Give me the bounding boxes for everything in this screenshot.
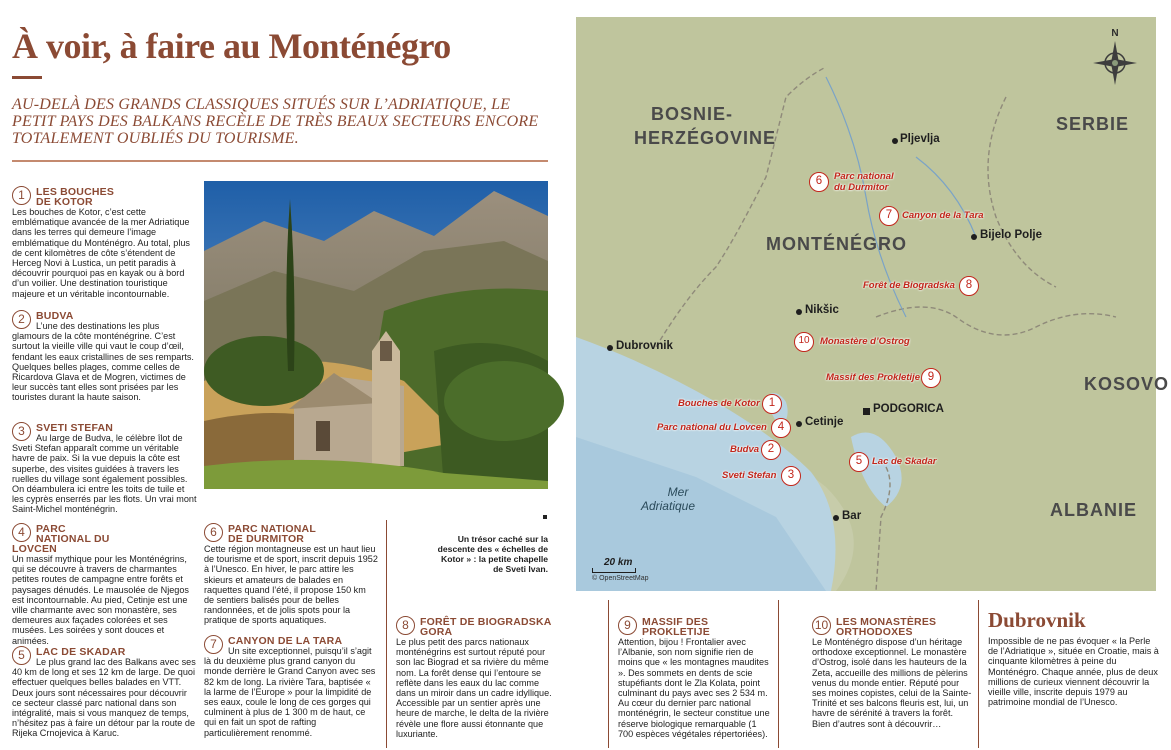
sea-label: Adriatique (640, 499, 696, 513)
map-marker-label: Lac de Skadar (872, 456, 937, 467)
map-marker: 2 (761, 440, 781, 460)
entry-number: 2 (12, 310, 31, 329)
city-dot (892, 138, 898, 144)
map-marker-label: Sveti Stefan (722, 470, 777, 481)
entry-1 (12, 186, 197, 299)
entry-text: L’une des destinations les plus glamours de la côte monténégrine. C’est surtout la vieille ville qui vaut le coup d’œil, fendant les eaux cristallines de ses remparts. Quelques belles plages, comme celles de Ricardova Glava et de Mogren, victimes de leur succès tant elles sont prisées par les touristes durant la haute saison. (12, 321, 194, 403)
montenegro-map (576, 17, 1170, 591)
map-marker-label: Canyon de la Tara (902, 210, 984, 221)
entry-3 (12, 422, 197, 515)
map-marker-label: Massif des Prokletije (826, 372, 920, 383)
map-marker-label: Parc national du Durmitor (834, 171, 894, 193)
city-label: Dubrovnik (616, 340, 673, 352)
entry-5 (12, 646, 197, 739)
entry-10 (812, 616, 972, 729)
entry-heading: LES MONASTÈRES ORTHODOXES (836, 616, 937, 638)
city-dot (607, 345, 613, 351)
dubrovnik-text: Impossible de ne pas évoquer « la Perle de l’Adriatique », située en Croatie, mais à cinquante kilomètres à peine du Monténégro. Chaque année, plus de deux millions de curieux viennent découvrir la vieille ville, inscrite depuis 1979 au patrimoine mondial de l’Unesco. (988, 636, 1159, 708)
city-dot (971, 234, 977, 240)
map-marker: 9 (921, 368, 941, 388)
entry-9 (618, 616, 772, 739)
entry-text: Le Monténégro dispose d’un héritage orthodoxe exceptionnel. Le monastère d’Ostrog, isolé dans les hauteurs de la Zeta, accueille des millions de pèlerins venus du monde entier. Réputé pour ses moines copistes, celui de la Sainte-Trinité et ses balcons fleuris est, lui, un havre de sérénité à travers la forêt. Bien d’autres sont à découvrir… (812, 637, 972, 729)
country-label: MONTÉNÉGRO (766, 234, 908, 254)
entry-heading: FORÊT DE BIOGRADSKA GORA (420, 616, 552, 638)
entry-heading: LES BOUCHES DE KOTOR (36, 186, 115, 208)
map-marker: 6 (809, 172, 829, 192)
map-marker-label: Budva (730, 444, 760, 455)
entry-heading: PARC NATIONAL DE DURMITOR (228, 523, 316, 545)
caption-marker (543, 515, 547, 519)
entry-7 (204, 635, 378, 738)
capital-square (863, 408, 870, 415)
map-marker-label: Forêt de Biogradska (863, 280, 955, 291)
scale-bar (592, 568, 636, 573)
city-dot (796, 421, 802, 427)
entry-text: Un massif mythique pour les Monténégrins, qui se découvre à travers de charmantes petites routes de campagne entre forêts et paysages dénudés. Le mausolée de Njegos est incontournable. Au pied, Cetinje est une ville charmante avec son monastère, ses demeures aux façades colorées et ses musées. Les soirées y sont douces et animées. (12, 554, 189, 646)
entry-number: 9 (618, 616, 637, 635)
entry-8 (396, 616, 552, 739)
entry-number: 8 (396, 616, 415, 635)
photo-caption: Un trésor caché sur la descente des « échelles de Kotor » : la petite chapelle de Sveti Ivan. (437, 534, 548, 574)
entry-heading: CANYON DE LA TARA (228, 635, 343, 647)
map-marker: 8 (959, 276, 979, 296)
entry-text: Le plus petit des parcs nationaux monténégrins est surtout réputé pour son lac Biograd et sa rivière du même nom. La forêt dense qui l’entoure se reflète dans les eaux du lac comme dans un miroir dans un cadre idyllique. Accessible par un sentier après une heure de marche, le delta de la rivière révèle une flore aussi étonnante que luxuriante. (396, 637, 552, 739)
country-label: BOSNIE- (651, 104, 734, 124)
city-dot (796, 309, 802, 315)
entry-text: Les bouches de Kotor, c’est cette emblématique avancée de la mer Adriatique dans les terres qui demeure l’image emblématique du Monténégro. Au total, plus de cent kilomètres de côte s’étendent de Herceg Novi à Lustica, un petit paradis à découvrir pourquoi pas en kayak ou à bord d’un voilier. Une destination touristique majeure et un véritable incontournable. (12, 207, 190, 299)
entry-number: 1 (12, 186, 31, 205)
article-title: À voir, à faire au Monténégro (12, 26, 451, 66)
column-separator (386, 520, 387, 748)
chapel-photo (204, 181, 548, 489)
entry-number: 3 (12, 422, 31, 441)
map-marker: 3 (781, 466, 801, 486)
entry-4 (12, 523, 197, 646)
map-marker: 1 (762, 394, 782, 414)
entry-number: 7 (204, 635, 223, 654)
entry-number: 10 (812, 616, 831, 635)
entry-heading: PARC NATIONAL DU LOVCEN (12, 523, 110, 555)
city-dot (833, 515, 839, 521)
city-label: PODGORICA (873, 403, 944, 415)
entry-number: 5 (12, 646, 31, 665)
column-separator (778, 600, 779, 748)
map-marker-label: Monastère d’Ostrog (820, 336, 910, 347)
map-marker-label: Bouches de Kotor (678, 398, 760, 409)
column-separator (978, 600, 979, 748)
subtitle-rule (12, 160, 548, 162)
entry-2 (12, 310, 197, 403)
entry-text: Cette région montagneuse est un haut lieu de tourisme et de sport, inscrit depuis 1952 à l’Unesco. En hiver, le parc attire les skieurs et amateurs de balades en raquettes quand l’été, il propose 150 km de sentiers balisés pour de belles randonnées, et de jolis spots pour la pratique de sports aquatiques. (204, 544, 378, 626)
chapel-photo-image (204, 181, 548, 489)
entry-number: 6 (204, 523, 223, 542)
map-marker: 4 (771, 418, 791, 438)
city-label: Bijelo Polje (980, 229, 1042, 241)
map-marker: 10 (794, 332, 814, 352)
dubrovnik-title: Dubrovnik (988, 608, 1086, 632)
scale-label: 20 km (604, 557, 633, 568)
country-label: SERBIE (1056, 114, 1130, 134)
country-label: ALBANIE (1050, 500, 1137, 520)
entry-heading: LAC DE SKADAR (36, 646, 126, 658)
compass-north-label: N (1111, 28, 1119, 39)
map-scale (592, 557, 636, 573)
entry-text: Attention, bijou ! Frontalier avec l’Albanie, son nom signifie rien de moins que « les montagnes maudites ». Des sommets en dents de scie stupéfiants dont le Zla Kolata, point culminant du pays avec ses 2 534 m. Au cœur du dernier parc national monténégrin, le secteur constitue une réserve biologique remarquable (1 700 espèces végétales répertoriées). (618, 637, 770, 739)
city-label: Nikšic (805, 304, 839, 316)
country-label: KOSOVO (1084, 374, 1170, 394)
entry-number: 4 (12, 523, 31, 542)
city-label: Pljevlja (900, 133, 940, 145)
title-rule (12, 76, 42, 79)
entry-heading: SVETI STEFAN (36, 422, 114, 434)
entry-6 (204, 523, 378, 626)
map-marker: 7 (879, 206, 899, 226)
country-label: HERZÉGOVINE (634, 128, 777, 148)
city-label: Bar (842, 510, 862, 522)
entry-heading: BUDVA (36, 310, 74, 322)
map-marker-label: Parc national du Lovcen (657, 422, 767, 433)
entry-text: Au large de Budva, le célèbre îlot de Sveti Stefan apparaît comme un véritable havre de paix. Si la vue depuis la côte est superbe, des visites guidées à travers les ruelles du village sont également possibles. On déambulera ici entre les toits de tuile et les cyprès enserrés par les flots. Un vrai mont Saint-Michel monténégrin. (12, 433, 197, 515)
entry-text: Un site exceptionnel, puisqu’il s’agit là du deuxième plus grand canyon du monde derrière le Grand Canyon avec ses 82 km de long. La rivière Tara, baptisée « la larme de l’Europe » pour la limpidité de ses eaux, coule le long de ces gorges qui culminent à plus de 1 300 m de haut, ce qui en fait un spot de rafting particulièrement renommé. (204, 646, 376, 738)
compass-rose-icon (1090, 27, 1140, 87)
map-credit: © OpenStreetMap (592, 575, 649, 582)
entry-heading: MASSIF DES PROKLETIJE (642, 616, 710, 638)
city-label: Cetinje (805, 416, 844, 428)
column-separator (608, 600, 609, 748)
map-marker: 5 (849, 452, 869, 472)
sea-label: Mer (667, 485, 689, 499)
entry-text: Le plus grand lac des Balkans avec ses 40 km de long et ses 12 km de large. De quoi effectuer quelques belles balades en VTT. Deux jours sont nécessaires pour découvrir ce secteur classé parc national dans son intégralité, mais si vous manquez de temps, n’hésitez pas à faire un détour par la route de Rijeka Crnojevica à Karuc. (12, 657, 196, 739)
article-subtitle: AU-DELÀ DES GRANDS CLASSIQUES SITUÉS SUR L’ADRIATIQUE, LE PETIT PAYS DES BALKANS RECÈLE DE TRÈS BEAUX SECTEURS ENCORE TOTALEMENT OUBLIÉS DU TOURISME. (12, 96, 539, 147)
